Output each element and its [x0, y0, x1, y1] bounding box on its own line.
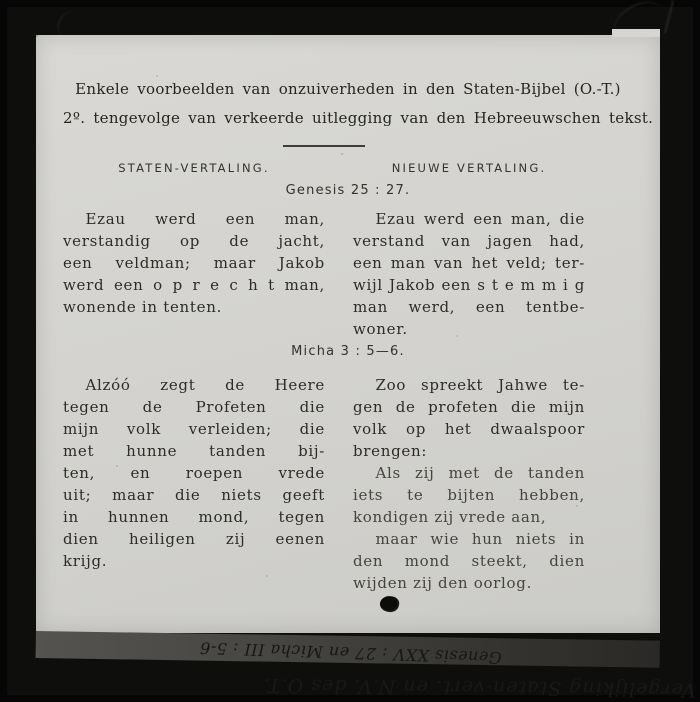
genesis-nieuwe-paragraph	[353, 208, 585, 340]
paper-notch	[612, 29, 660, 37]
text-line: tegen de Profeten die	[63, 398, 325, 416]
text-line: maar wie hun niets in	[375, 530, 585, 548]
text-line: Als zij met de tanden	[375, 464, 585, 482]
text-line: woner.	[353, 320, 408, 338]
handwriting-annotation-1: Genesis XXV : 27 en Micha III : 5-6	[199, 638, 502, 668]
text-line: werd een o p r e c h t man,	[63, 276, 325, 294]
text-line: verstandig op de jacht,	[63, 232, 325, 250]
ink-blot	[379, 594, 401, 614]
text-line: den mond steekt, dien	[353, 552, 585, 570]
text-line: krijg.	[63, 552, 108, 570]
divider-rule	[283, 145, 365, 147]
text-line: mijn volk verleiden; die	[63, 420, 325, 438]
text-line: brengen:	[353, 442, 428, 460]
text-line: kondigen zij vrede aan,	[353, 508, 547, 526]
text-line: volk op het dwaalspoor	[353, 420, 585, 438]
title-line-2: 2º. tengevolge van verkeerde uitlegging van den Hebreeuwschen tekst.	[63, 109, 654, 127]
paper-speckles	[36, 35, 38, 37]
text-line: man werd, een tentbe-	[353, 298, 585, 316]
text-line: wijl Jakob een s t e m m i g	[353, 276, 585, 294]
column-header-staten: STATEN-VERTALING.	[118, 161, 270, 175]
genesis-staten-paragraph	[63, 208, 325, 318]
text-line: Ezau werd een man, die	[375, 210, 585, 228]
text-line: Ezau werd een man,	[85, 210, 325, 228]
text-line: iets te bijten hebben,	[353, 486, 585, 504]
micha-nieuwe-paragraph-3	[353, 528, 585, 594]
handwriting-annotation-2: Vergelijking Staten-vert. en N.V. des O.T.	[262, 674, 697, 701]
text-line: wijden zij den oorlog.	[353, 574, 533, 592]
text-line: verstand van jagen had,	[353, 232, 585, 250]
text-line: gen de profeten die mijn	[353, 398, 585, 416]
slide-paper	[36, 35, 660, 633]
micha-nieuwe-paragraphs	[353, 374, 585, 594]
text-line: dien heiligen zij eenen	[63, 530, 325, 548]
text-line: ten, en roepen vrede	[63, 464, 325, 482]
text-line: uit; maar die niets geeft	[63, 486, 325, 504]
micha-nieuwe-paragraph-2	[353, 462, 585, 528]
column-header-nieuwe: NIEUWE VERTALING.	[391, 161, 547, 175]
genesis-reference: Genesis 25 : 27.	[285, 183, 411, 198]
text-line: een man van het veld; ter-	[353, 254, 585, 272]
micha-staten-paragraph	[63, 374, 325, 572]
micha-reference: Micha 3 : 5—6.	[291, 344, 405, 359]
micha-nieuwe-paragraph-1	[353, 374, 585, 462]
text-line: Alzóó zegt de Heere	[85, 376, 325, 394]
text-line: wonende in tenten.	[63, 298, 223, 316]
title-line-1: Enkele voorbeelden van onzuiverheden in den Staten-Bijbel (O.-T.)	[75, 80, 621, 98]
text-line: een veldman; maar Jakob	[63, 254, 325, 272]
text-line: in hunnen mond, tegen	[63, 508, 325, 526]
text-line: Zoo spreekt Jahwe te-	[375, 376, 585, 394]
text-line: met hunne tanden bij-	[63, 442, 325, 460]
